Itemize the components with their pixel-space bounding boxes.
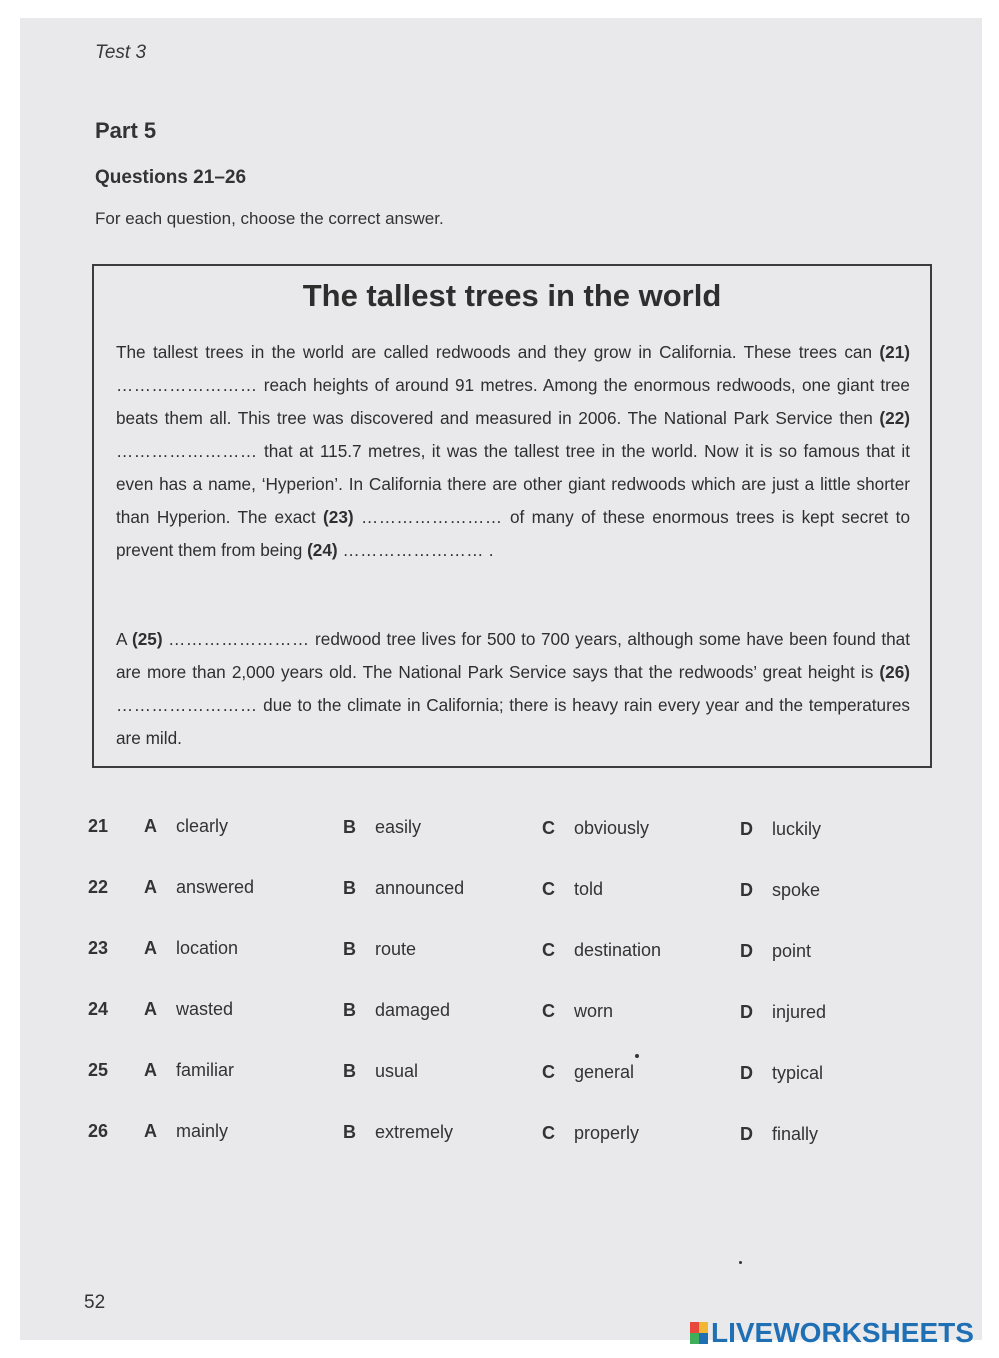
- option-word: properly: [574, 1123, 640, 1143]
- liveworksheets-logo: [690, 1318, 974, 1348]
- answer-gap-26[interactable]: ……………………: [116, 695, 258, 715]
- option-letter: A: [144, 816, 157, 836]
- option-word: easily: [375, 817, 422, 837]
- option-letter: B: [343, 1122, 356, 1142]
- passage-box: [92, 264, 932, 768]
- option-letter: B: [343, 817, 356, 837]
- questions-title: Questions 21–26: [95, 167, 247, 188]
- option-word: wasted: [176, 999, 234, 1019]
- passage-text: reach heights of around 91 metres. Among the enormous redwoods, one giant tree beats them all. This tree was discovered and measured in 2006. The National Park Service then: [116, 375, 910, 428]
- option-letter: D: [740, 880, 753, 900]
- option-letter: D: [740, 1063, 753, 1083]
- option-word: finally: [772, 1124, 819, 1144]
- answer-gap-22[interactable]: ……………………: [116, 441, 258, 461]
- option-word: point: [772, 941, 812, 961]
- brand-name: LIVEWORKSHEETS: [711, 1317, 974, 1348]
- option-word: clearly: [176, 816, 229, 836]
- option-letter: B: [343, 939, 356, 959]
- option-word: answered: [176, 877, 255, 897]
- option-word: location: [176, 938, 239, 958]
- option-letter: C: [542, 1001, 555, 1021]
- gap-number-23: (23): [323, 507, 354, 527]
- answer-gap-25[interactable]: ……………………: [168, 629, 310, 649]
- option-letter: D: [740, 941, 753, 961]
- option-word: luckily: [772, 819, 822, 839]
- option-letter: C: [542, 818, 555, 838]
- question-number: 24: [88, 999, 109, 1019]
- question-row-22: [88, 877, 888, 907]
- question-row-25: [88, 1060, 888, 1090]
- part-title: Part 5: [95, 118, 157, 143]
- passage-text: A: [116, 629, 132, 649]
- option-letter: D: [740, 819, 753, 839]
- option-word: extremely: [375, 1122, 454, 1142]
- option-letter: A: [144, 938, 157, 958]
- option-word: typical: [772, 1063, 824, 1083]
- gap-number-24: (24): [307, 540, 338, 560]
- passage-paragraph-2: [116, 623, 910, 755]
- option-word: announced: [375, 878, 465, 898]
- option-letter: A: [144, 999, 157, 1019]
- passage-text: that at 115.7 metres, it was the tallest tree in the world. Now it is so famous that it even has a name, ‘Hyperion’. In California there are other giant redwoods which are just a little shorter than Hyperion. The exact: [116, 441, 910, 527]
- option-word: worn: [574, 1001, 614, 1021]
- option-word: general: [574, 1062, 635, 1082]
- gap-number-25: (25): [132, 629, 163, 649]
- question-row-23: [88, 938, 888, 968]
- option-word: route: [375, 939, 417, 959]
- gap-number-22: (22): [879, 408, 910, 428]
- question-row-24: [88, 999, 888, 1029]
- question-number: 25: [88, 1060, 109, 1080]
- pencil-mark: [739, 1261, 742, 1264]
- passage-text: of many of these enormous trees is kept secret to prevent them from being: [116, 507, 911, 560]
- passage-paragraph-1: [116, 336, 910, 567]
- option-letter: D: [740, 1124, 753, 1144]
- question-row-21: [88, 816, 888, 846]
- instruction-text: For each question, choose the correct answer.: [95, 209, 444, 228]
- option-letter: D: [740, 1002, 753, 1022]
- option-letter: C: [542, 940, 555, 960]
- passage-text: The tallest trees in the world are called redwoods and they grow in California. These trees can: [116, 342, 880, 362]
- answer-gap-24[interactable]: ……………………: [342, 540, 484, 560]
- passage-text: due to the climate in California; there is heavy rain every year and the temperatures are mild.: [116, 695, 910, 748]
- question-number: 22: [88, 877, 109, 897]
- pencil-mark: [635, 1054, 639, 1058]
- passage-text: .: [483, 540, 494, 560]
- passage-title: The tallest trees in the world: [302, 278, 722, 313]
- option-letter: B: [343, 878, 356, 898]
- option-word: damaged: [375, 1000, 451, 1020]
- option-letter: A: [144, 1121, 157, 1141]
- question-number: 21: [88, 816, 109, 836]
- page-number: 52: [84, 1292, 106, 1313]
- test-label: Test 3: [95, 42, 147, 63]
- gap-number-26: (26): [879, 662, 910, 682]
- option-word: familiar: [176, 1060, 235, 1080]
- option-word: injured: [772, 1002, 827, 1022]
- liveworksheets-logo-icon: [690, 1322, 708, 1344]
- option-letter: B: [343, 1000, 356, 1020]
- option-word: destination: [574, 940, 662, 960]
- option-word: mainly: [176, 1121, 229, 1141]
- option-letter: A: [144, 1060, 157, 1080]
- question-number: 26: [88, 1121, 109, 1141]
- option-letter: C: [542, 1062, 555, 1082]
- question-row-26: [88, 1121, 888, 1151]
- passage-text: redwood tree lives for 500 to 700 years, although some have been found that are more than 2,000 years old. The National Park Service says that the redwoods’ great height is: [116, 629, 910, 682]
- option-word: told: [574, 879, 604, 899]
- option-letter: A: [144, 877, 157, 897]
- answer-gap-21[interactable]: ……………………: [116, 375, 258, 395]
- option-word: usual: [375, 1061, 419, 1081]
- option-word: spoke: [772, 880, 821, 900]
- option-letter: C: [542, 879, 555, 899]
- answer-gap-23[interactable]: ……………………: [361, 507, 503, 527]
- option-letter: B: [343, 1061, 356, 1081]
- question-number: 23: [88, 938, 109, 958]
- gap-number-21: (21): [879, 342, 910, 362]
- option-letter: C: [542, 1123, 555, 1143]
- worksheet-page: [20, 18, 982, 1340]
- option-word: obviously: [574, 818, 650, 838]
